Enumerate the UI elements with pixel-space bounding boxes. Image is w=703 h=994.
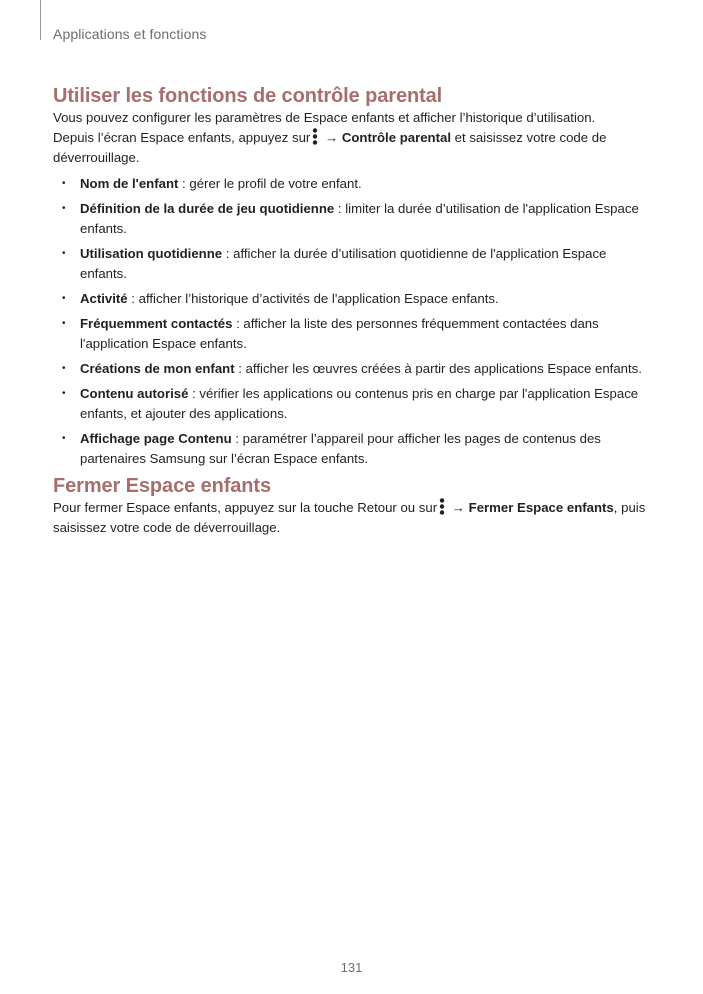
- item-desc: : afficher les œuvres créées à partir des applications Espace enfants.: [234, 361, 642, 376]
- list-item-daily-usage: [53, 244, 649, 284]
- list-item-allowed-content: [53, 384, 649, 424]
- bullet: •: [62, 318, 66, 329]
- bullet: •: [62, 293, 66, 304]
- bullet: •: [62, 388, 66, 399]
- instruction-text-before: Pour fermer Espace enfants, appuyez sur la touche Retour ou sur: [53, 500, 438, 515]
- list-item-child-name: [53, 174, 649, 194]
- parental-control-instruction: [53, 128, 649, 168]
- instruction-text-after: et saisissez votre code de déverrouillage.: [53, 130, 607, 165]
- item-term: Fréquemment contactés: [80, 316, 233, 331]
- bullet: •: [62, 433, 66, 444]
- bullet: •: [62, 248, 66, 259]
- instruction-arrow: →: [321, 130, 342, 145]
- item-term: Affichage page Contenu: [80, 431, 232, 446]
- item-term: Nom de l'enfant: [80, 176, 179, 191]
- parental-control-feature-list: [53, 174, 649, 469]
- instruction-arrow: →: [448, 500, 469, 515]
- more-options-vertical-icon: [312, 128, 318, 145]
- item-term: Créations de mon enfant: [80, 361, 235, 376]
- instruction-text-before: Depuis l’écran Espace enfants, appuyez sur: [53, 130, 311, 145]
- item-desc: : limiter la durée d’utilisation de l'application Espace enfants.: [80, 201, 639, 236]
- item-desc: : paramétrer l’appareil pour afficher les pages de contenus des partenaires Samsung sur l’écran Espace enfants.: [80, 431, 601, 466]
- instruction-text-after: , puis saisissez votre code de déverrouillage.: [53, 500, 646, 535]
- item-desc: : afficher la liste des personnes fréquemment contactées dans l'application Espace enfants.: [80, 316, 599, 351]
- item-term: Utilisation quotidienne: [80, 246, 223, 261]
- list-item-daily-playtime: [53, 199, 649, 239]
- item-desc: : gérer le profil de votre enfant.: [178, 176, 362, 191]
- list-item-child-creations: [53, 359, 649, 379]
- page-content: [53, 84, 649, 538]
- instruction-menu-parental-control: Contrôle parental: [341, 130, 452, 145]
- bullet: •: [62, 363, 66, 374]
- item-term: Définition de la durée de jeu quotidienne: [80, 201, 335, 216]
- bullet: •: [62, 203, 66, 214]
- more-options-vertical-icon: [439, 498, 445, 515]
- close-kids-mode-instruction: [53, 498, 649, 538]
- page-number: 131: [340, 960, 363, 975]
- list-item-frequent-contacts: [53, 314, 649, 354]
- list-item-content-page: [53, 429, 649, 469]
- item-desc: : vérifier les applications ou contenus pris en charge par l'application Espace enfants, et ajouter des applications.: [80, 386, 639, 421]
- section-title-close-kids-mode: Fermer Espace enfants: [53, 475, 271, 497]
- bullet: •: [62, 178, 66, 189]
- parental-control-intro: Vous pouvez configurer les paramètres de Espace enfants et afficher l’historique d’utilisation.: [53, 110, 596, 125]
- item-term: Activité: [80, 291, 128, 306]
- item-desc: : afficher l’historique d’activités de l'application Espace enfants.: [127, 291, 499, 306]
- item-desc: : afficher la durée d’utilisation quotidienne de l'application Espace enfants.: [80, 246, 607, 281]
- section-title-parental-control: Utiliser les fonctions de contrôle parental: [53, 85, 443, 107]
- list-item-activity: [53, 289, 649, 309]
- running-header: Applications et fonctions: [53, 26, 207, 42]
- item-term: Contenu autorisé: [80, 386, 189, 401]
- margin-rule: [40, 0, 41, 40]
- instruction-menu-close-kids-mode: Fermer Espace enfants: [468, 500, 614, 515]
